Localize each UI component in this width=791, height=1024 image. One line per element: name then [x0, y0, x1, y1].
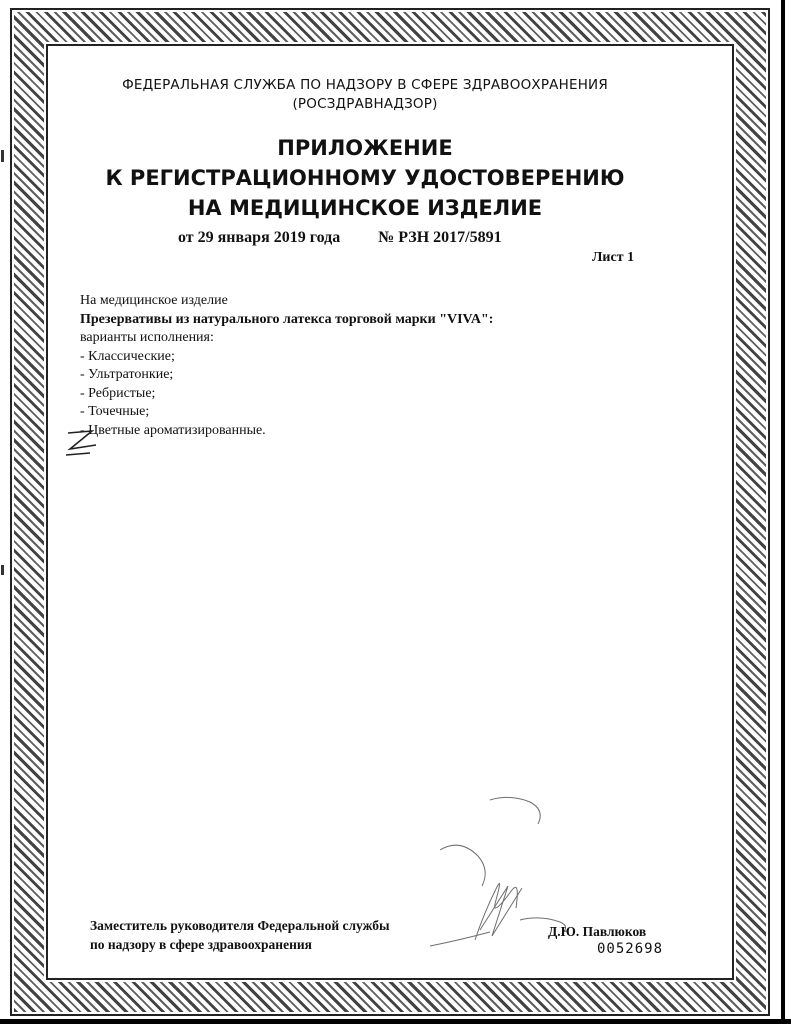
- registration-date: от 29 января 2019 года: [178, 229, 341, 246]
- variants-label: варианты исполнения:: [80, 330, 214, 345]
- registration-number: № РЗН 2017/5891: [378, 229, 502, 246]
- document-body: [80, 292, 493, 440]
- variant-item: - Классические;: [80, 348, 175, 364]
- registration-line: [178, 229, 502, 247]
- document-title-line1: ПРИЛОЖЕНИЕ: [277, 136, 453, 160]
- variant-item: - Ребристые;: [80, 385, 156, 401]
- body-intro: На медицинское изделие: [80, 293, 228, 308]
- signer-position-line1: Заместитель руководителя Федеральной службы: [90, 918, 390, 933]
- scan-edge-mark: [1, 565, 4, 575]
- variant-item: - Ультратонкие;: [80, 367, 174, 382]
- document-title-line2: К РЕГИСТРАЦИОННОМУ УДОСТОВЕРЕНИЮ: [105, 166, 625, 190]
- sheet-number: Лист 1: [592, 250, 635, 265]
- serial-number: 0052698: [597, 941, 664, 957]
- variant-item: - Точечные;: [80, 404, 150, 419]
- scan-edge-bottom: [0, 1019, 791, 1024]
- document-title-line3: НА МЕДИЦИНСКОЕ ИЗДЕЛИЕ: [187, 196, 543, 220]
- variant-item: - Цветные ароматизированные.: [80, 422, 266, 438]
- signer-name: Д.Ю. Павлюков: [548, 924, 647, 939]
- signer-position-line2: по надзору в сфере здравоохранения: [90, 937, 312, 952]
- z-closing-mark: [62, 425, 102, 463]
- product-name: Презервативы из натурального латекса торговой марки "VIVA":: [80, 311, 494, 327]
- scan-edge-right: [781, 0, 785, 1024]
- agency-name: ФЕДЕРАЛЬНАЯ СЛУЖБА ПО НАДЗОРУ В СФЕРЕ ЗДРАВООХРАНЕНИЯ: [122, 77, 608, 93]
- signer-position: [90, 916, 390, 954]
- agency-abbreviation: (РОСЗДРАВНАДЗОР): [292, 96, 438, 112]
- agency-header: [0, 76, 730, 114]
